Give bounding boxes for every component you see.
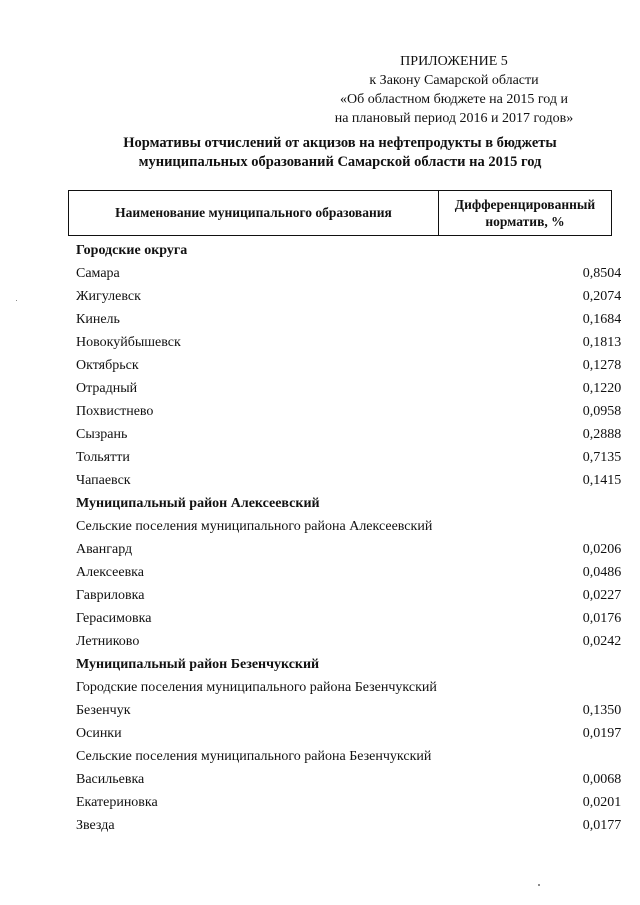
norm-value: 0,0206 (582, 541, 622, 557)
subsection-heading-row (76, 745, 612, 768)
appendix-law-title: «Об областном бюджете на 2015 год и (340, 92, 568, 107)
table-row (76, 699, 622, 722)
municipality-name: Кинель (76, 311, 120, 327)
municipality-name: Новокуйбышевск (76, 334, 181, 350)
norm-value: 0,0177 (582, 817, 622, 833)
norm-value: 0,0227 (582, 587, 622, 603)
appendix-header (304, 52, 604, 128)
scan-speck (538, 884, 540, 886)
norm-value: 0,0197 (582, 725, 622, 741)
section-heading-row (76, 492, 612, 515)
table-row (76, 791, 622, 814)
table-row (76, 538, 622, 561)
municipality-name: Безенчук (76, 702, 131, 718)
table-row (76, 722, 622, 745)
norm-value: 0,0176 (582, 610, 622, 626)
table-row (76, 354, 622, 377)
municipality-name: Октябрьск (76, 357, 139, 373)
column-header-norm-line-1: Дифференцированный (454, 197, 596, 212)
norm-value: 0,0958 (582, 403, 622, 419)
norm-value: 0,7135 (582, 449, 622, 465)
subsection-heading-row (76, 676, 612, 699)
municipality-name: Чапаевск (76, 472, 131, 488)
norm-value: 0,0068 (582, 771, 622, 787)
section-heading-row (76, 239, 612, 262)
subsection-heading-row (76, 515, 612, 538)
table-row (76, 607, 622, 630)
document-title (60, 134, 620, 172)
column-header-norm (439, 191, 611, 235)
norm-value: 0,0242 (582, 633, 622, 649)
municipality-name: Летниково (76, 633, 140, 649)
municipality-name: Самара (76, 265, 120, 281)
municipality-name: Похвистнево (76, 403, 154, 419)
column-header-name: Наименование муниципального образования (69, 191, 439, 235)
table-row (76, 630, 622, 653)
municipality-name: Сельские поселения муниципального района Безенчукский (76, 748, 432, 764)
document-title-line-2: муниципальных образований Самарской области на 2015 год (138, 154, 542, 170)
municipality-name: Герасимовка (76, 610, 152, 626)
table-body (76, 239, 622, 837)
appendix-number: ПРИЛОЖЕНИЕ 5 (400, 54, 508, 69)
municipality-name: Городские поселения муниципального района Безенчукский (76, 679, 437, 695)
table-row (76, 377, 622, 400)
table-row (76, 561, 622, 584)
table-row (76, 423, 622, 446)
municipality-name: Муниципальный район Безенчукский (76, 656, 320, 672)
table-row (76, 262, 622, 285)
municipality-name: Гавриловка (76, 587, 145, 603)
table-row (76, 285, 622, 308)
norm-value: 0,0486 (582, 564, 622, 580)
norm-value: 0,8504 (582, 265, 622, 281)
scan-speck (16, 300, 17, 301)
norm-value: 0,1350 (582, 702, 622, 718)
appendix-law: к Закону Самарской области (369, 73, 539, 88)
municipality-name: Васильевка (76, 771, 145, 787)
norm-value: 0,1220 (582, 380, 622, 396)
table-row (76, 446, 622, 469)
norm-value: 0,1813 (582, 334, 622, 350)
municipality-name: Звезда (76, 817, 115, 833)
column-header-norm-line-2: норматив, % (485, 214, 565, 229)
municipality-name: Жигулевск (76, 288, 141, 304)
table-row (76, 814, 622, 837)
table-header (68, 190, 612, 236)
municipality-name: Авангард (76, 541, 133, 557)
section-heading-row (76, 653, 612, 676)
municipality-name: Осинки (76, 725, 122, 741)
table-row (76, 584, 622, 607)
municipality-name: Тольятти (76, 449, 130, 465)
norm-value: 0,2888 (582, 426, 622, 442)
norm-value: 0,1415 (582, 472, 622, 488)
table-row (76, 331, 622, 354)
municipality-name: Алексеевка (76, 564, 144, 580)
municipality-name: Сельские поселения муниципального района Алексеевский (76, 518, 433, 534)
municipality-name: Екатериновка (76, 794, 158, 810)
table-row (76, 469, 622, 492)
appendix-law-period: на плановый период 2016 и 2017 годов» (334, 111, 574, 126)
table-row (76, 308, 622, 331)
norm-value: 0,1684 (582, 311, 622, 327)
norm-value: 0,0201 (582, 794, 622, 810)
municipality-name: Муниципальный район Алексеевский (76, 495, 320, 511)
document-title-line-1: Нормативы отчислений от акцизов на нефтепродукты в бюджеты (123, 135, 557, 151)
table-row (76, 400, 622, 423)
norm-value: 0,1278 (582, 357, 622, 373)
table-row (76, 768, 622, 791)
municipality-name: Отрадный (76, 380, 138, 396)
norm-value: 0,2074 (582, 288, 622, 304)
municipality-name: Городские округа (76, 242, 188, 258)
municipality-name: Сызрань (76, 426, 128, 442)
